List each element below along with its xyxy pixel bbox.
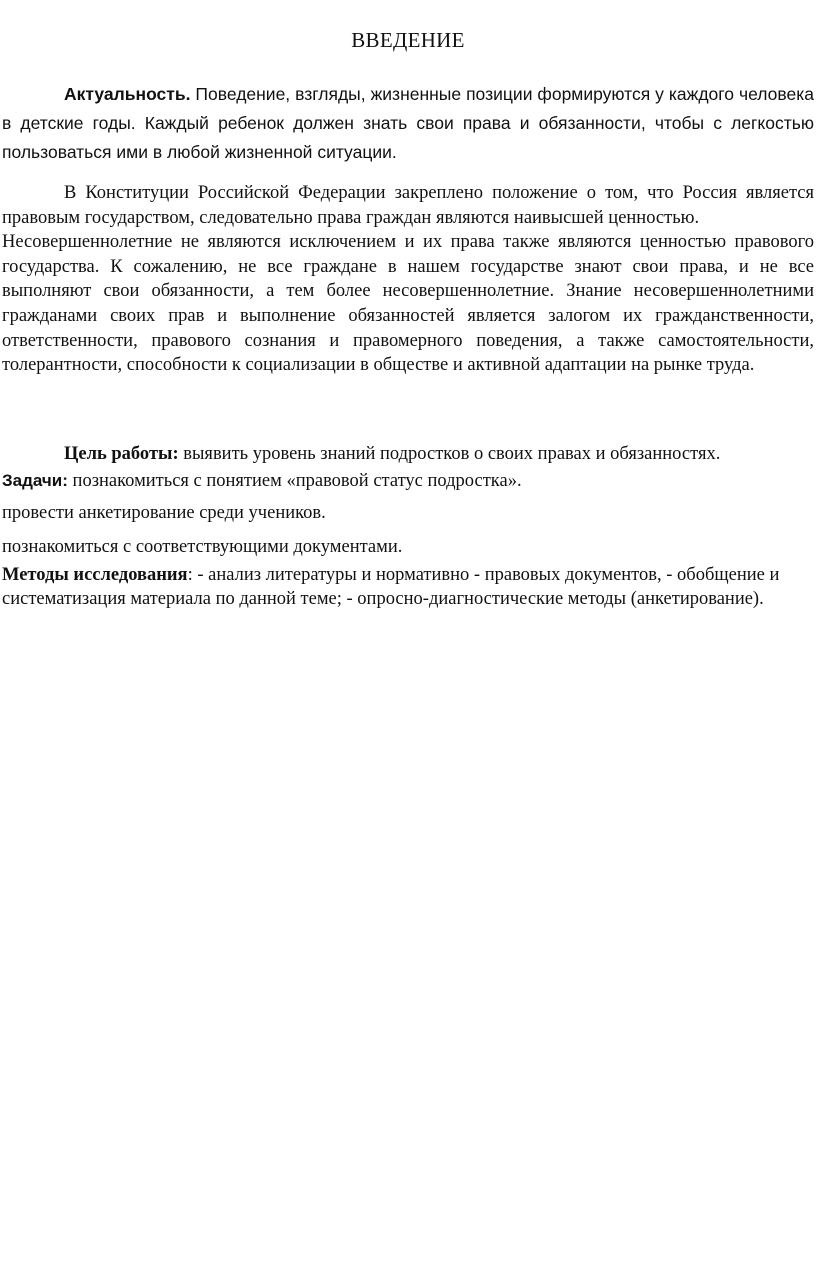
- task-text-1: познакомиться с понятием «правовой статус подростка».: [67, 471, 522, 491]
- tasks-section: [2, 468, 814, 560]
- methods-section: [2, 563, 814, 611]
- constitution-paragraph-2: Несовершеннолетние не являются исключением и их права также являются ценностью правового государства. К сожалению, не все граждане в нашем государстве знают свои права, и не все выполняют свои обязанности, а тем более несовершеннолетние. Знание несовершеннолетними гражданами своих прав и выполнение обязанностей является залогом их гражданственности, ответственности, правового сознания и правомерного поведения, а также самостоятельности, толерантности, способности к социализации в обществе и активной адаптации на рынке труда.: [2, 232, 814, 376]
- tasks-label: Задачи:: [2, 471, 68, 490]
- goal-section: [2, 442, 814, 467]
- relevance-paragraph: [2, 80, 814, 167]
- constitution-paragraph-1: В Конституции Российской Федерации закреплено положение о том, что Россия является правовым государством, следовательно права граждан являются наивысшей ценностью.: [2, 183, 814, 228]
- task-item-1: [2, 468, 814, 494]
- task-item-2: провести анкетирование среди учеников.: [2, 503, 326, 523]
- relevance-text: Поведение, взгляды, жизненные позиции формируются у каждого человека в детские годы. Каждый ребенок должен знать свои права и обязанности, чтобы с легкостью пользоваться ими в любой жизненной ситуации.: [2, 84, 814, 162]
- methods-label: Методы исследования: [2, 565, 188, 585]
- constitution-section: [2, 181, 814, 378]
- methods-text: : - анализ литературы и нормативно - правовых документов, - обобщение и систематизация материала по данной теме; - опросно-диагностические методы (анкетирование).: [2, 565, 780, 609]
- methods-paragraph: [2, 563, 814, 611]
- relevance-section: [2, 80, 814, 167]
- relevance-label: Актуальность.: [64, 84, 191, 104]
- goal-paragraph: [2, 442, 814, 467]
- task-item-3: познакомиться с соответствующими документами.: [2, 537, 403, 557]
- goal-label: Цель работы:: [64, 444, 179, 464]
- page-title: ВВЕДЕНИЕ: [351, 28, 465, 52]
- goal-text: выявить уровень знаний подростков о своих правах и обязанностях.: [178, 444, 721, 464]
